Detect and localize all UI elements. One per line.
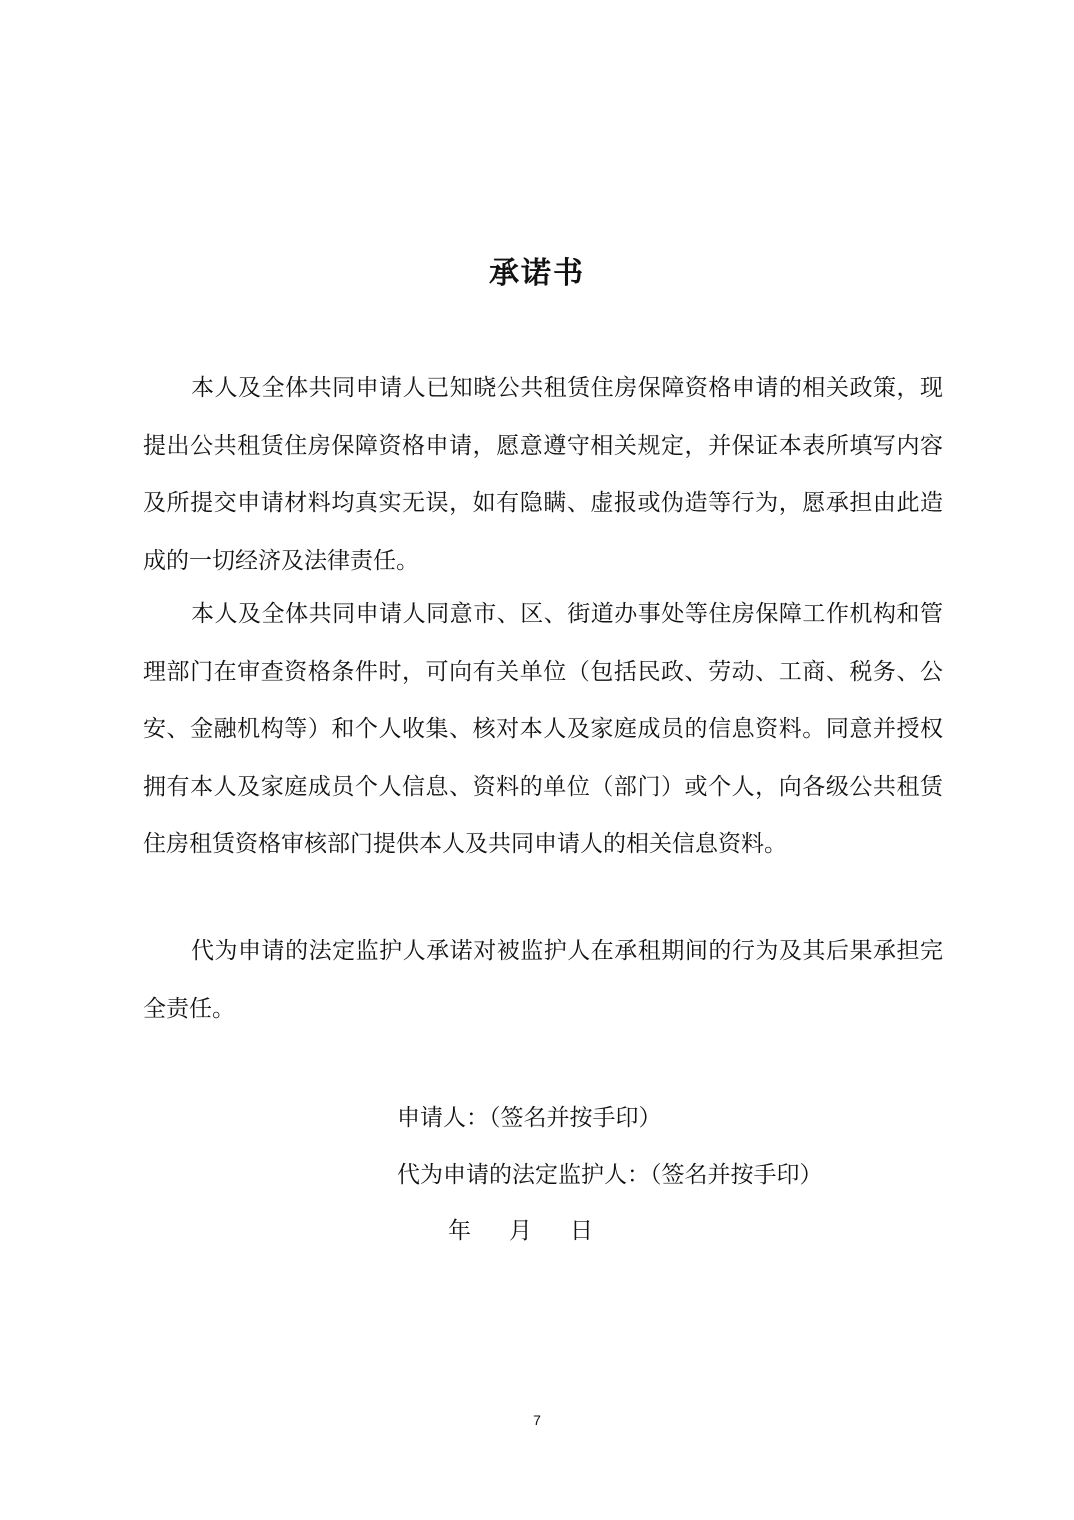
paragraph-information-authorization: [143, 586, 943, 874]
paragraph-text: 代为申请的法定监护人承诺对被监护人在承租期间的行为及其后果承担完全责任。: [143, 938, 943, 1022]
applicant-signature-line: 申请人：（签名并按手印）: [397, 1105, 662, 1131]
date-day-label: 日: [570, 1218, 593, 1244]
date-line: [448, 1215, 593, 1247]
paragraph-policy-acknowledgement: [143, 360, 943, 590]
date-year-label: 年: [448, 1218, 471, 1244]
date-month-label: 月: [509, 1218, 532, 1244]
paragraph-guardian-commitment: [143, 923, 943, 1038]
paragraph-text: 本人及全体共同申请人已知晓公共租赁住房保障资格申请的相关政策，现提出公共租赁住房保障资格申请，愿意遵守相关规定，并保证本表所填写内容及所提交申请材料均真实无误，如有隐瞒、虚报或伪造等行为，愿承担由此造成的一切经济及法律责任。: [143, 375, 943, 574]
page-title: 承诺书: [489, 256, 585, 291]
paragraph-text: 本人及全体共同申请人同意市、区、街道办事处等住房保障工作机构和管理部门在审查资格条件时，可向有关单位（包括民政、劳动、工商、税务、公安、金融机构等）和个人收集、核对本人及家庭成员的信息资料。同意并授权拥有本人及家庭成员个人信息、资料的单位（部门）或个人，向各级公共租赁住房租赁资格审核部门提供本人及共同申请人的相关信息资料。: [143, 601, 943, 857]
page-number: 7: [533, 1412, 541, 1428]
guardian-signature-line: 代为申请的法定监护人：（签名并按手印）: [397, 1162, 823, 1188]
